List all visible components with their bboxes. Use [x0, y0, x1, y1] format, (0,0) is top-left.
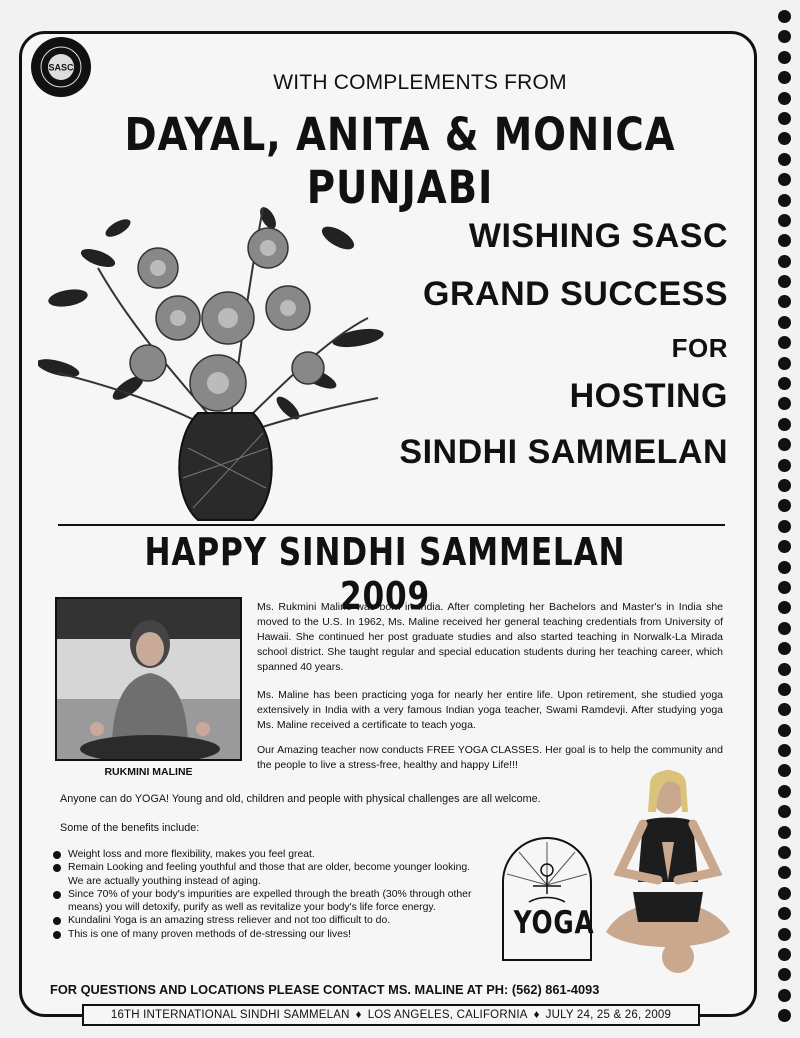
binding-hole-icon — [778, 499, 791, 512]
binding-hole-icon — [778, 438, 791, 451]
binding-hole-icon — [778, 928, 791, 941]
binding-hole-icon — [778, 316, 791, 329]
contact-phone: (562) 861-4093 — [511, 982, 600, 997]
diamond-separator-icon: ♦ — [533, 1009, 540, 1021]
binding-hole-icon — [778, 785, 791, 798]
wish-line-1: WISHING SASC — [468, 217, 728, 255]
binding-hole-icon — [778, 295, 791, 308]
binding-hole-icon — [778, 907, 791, 920]
contact-line — [50, 982, 710, 997]
diamond-separator-icon: ♦ — [355, 1009, 362, 1021]
binding-hole-icon — [778, 642, 791, 655]
bio-paragraph-1: Ms. Rukmini Maline was born in India. After completing her Bachelors and Master's in India she moved to the U.S. In 1962, Ms. Maline received her general teaching credentials from University of Hawaii. She continued her post graduate studies and also started teaching in Norwalk-La Mirada school district. She taught regular and special education students during her teaching career, which spanned 40 years. — [257, 601, 723, 673]
binding-hole-icon — [778, 540, 791, 553]
footer-dates: JULY 24, 25 & 26, 2009 — [545, 1009, 672, 1021]
binding-hole-icon — [778, 92, 791, 105]
wish-line-5: SINDHI SAMMELAN — [399, 433, 728, 471]
seal-text: SASC — [48, 62, 74, 73]
binding-hole-icon — [778, 479, 791, 492]
flower-vase-illustration — [38, 188, 398, 528]
binding-holes — [778, 10, 794, 1030]
benefits-intro: Some of the benefits include: — [60, 822, 200, 834]
seal-emblem-icon — [31, 37, 91, 97]
footer-place: LOS ANGELES, CALIFORNIA — [367, 1009, 528, 1021]
binding-hole-icon — [778, 336, 791, 349]
binding-hole-icon — [778, 663, 791, 676]
binding-hole-icon — [778, 948, 791, 961]
yoga-pose-photo — [598, 762, 738, 977]
divider-rule — [58, 524, 725, 526]
binding-hole-icon — [778, 703, 791, 716]
portrait-photo — [55, 597, 242, 761]
binding-hole-icon — [778, 724, 791, 737]
binding-hole-icon — [778, 744, 791, 757]
binding-hole-icon — [778, 51, 791, 64]
binding-hole-icon — [778, 357, 791, 370]
binding-hole-icon — [778, 989, 791, 1002]
binding-hole-icon — [778, 214, 791, 227]
benefits-list — [52, 848, 482, 941]
binding-hole-icon — [778, 255, 791, 268]
binding-hole-icon — [778, 887, 791, 900]
footer-banner — [82, 1004, 700, 1026]
contact-text: FOR QUESTIONS AND LOCATIONS PLEASE CONTACT MS. MALINE AT PH: — [50, 982, 509, 997]
binding-hole-icon — [778, 397, 791, 410]
yoga-logo — [499, 830, 595, 962]
binding-hole-icon — [778, 153, 791, 166]
binding-hole-icon — [778, 377, 791, 390]
binding-hole-icon — [778, 581, 791, 594]
sasc-seal-logo — [31, 37, 91, 97]
binding-hole-icon — [778, 234, 791, 247]
binding-hole-icon — [778, 683, 791, 696]
sponsor-names: DAYAL, ANITA & MONICA PUNJABI — [124, 108, 676, 214]
binding-hole-icon — [778, 561, 791, 574]
portrait-caption: RUKMINI MALINE — [104, 766, 193, 778]
binding-hole-icon — [778, 1009, 791, 1022]
binding-hole-icon — [778, 194, 791, 207]
binding-hole-icon — [778, 173, 791, 186]
bio-paragraph-2: Ms. Maline has been practicing yoga for nearly her entire life. Upon retirement, she studied yoga extensively in India with a very famous Indian yoga teacher, Swami Ramdevji. After studying yoga Ms. Maline received a certificate to teach yoga. — [257, 689, 723, 731]
wish-line-4: HOSTING — [569, 377, 728, 415]
binding-hole-icon — [778, 601, 791, 614]
list-item: Remain Looking and feeling youthful and those that are older, become younger looking. We are actually youthing instead of aging. — [52, 861, 482, 888]
binding-hole-icon — [778, 520, 791, 533]
wish-line-2: GRAND SUCCESS — [423, 275, 728, 313]
binding-hole-icon — [778, 866, 791, 879]
footer-event: 16TH INTERNATIONAL SINDHI SAMMELAN — [110, 1009, 350, 1021]
binding-hole-icon — [778, 826, 791, 839]
list-item: This is one of many proven methods of de-stressing our lives! — [52, 928, 482, 941]
yoga-logo-text: YOGA — [513, 905, 595, 941]
binding-hole-icon — [778, 459, 791, 472]
list-item: Weight loss and more flexibility, makes you feel great. — [52, 848, 482, 861]
binding-hole-icon — [778, 968, 791, 981]
binding-hole-icon — [778, 112, 791, 125]
binding-hole-icon — [778, 71, 791, 84]
bio-paragraph-3: Our Amazing teacher now conducts FREE YOGA CLASSES. Her goal is to help the community and the people to live a stress-free, healthy and happy Life!!! — [257, 744, 723, 771]
binding-hole-icon — [778, 418, 791, 431]
binding-hole-icon — [778, 805, 791, 818]
binding-hole-icon — [778, 30, 791, 43]
list-item: Since 70% of your body's impurities are expelled through the breath (30% through other means) you will detoxify, purify as well as revitalize your body's life force energy. — [52, 888, 482, 915]
binding-hole-icon — [778, 622, 791, 635]
wish-line-3: FOR — [671, 333, 728, 363]
list-item: Kundalini Yoga is an amazing stress reliever and not too difficult to do. — [52, 914, 482, 927]
welcome-line: Anyone can do YOGA! Young and old, children and people with physical challenges are all welcome. — [60, 793, 541, 805]
headline: HAPPY SINDHI SAMMELAN 2009 — [144, 530, 626, 618]
complements-line: WITH COMPLEMENTS FROM — [273, 71, 567, 94]
binding-hole-icon — [778, 275, 791, 288]
binding-hole-icon — [778, 10, 791, 23]
person-portrait-image — [57, 599, 240, 759]
binding-hole-icon — [778, 764, 791, 777]
binding-hole-icon — [778, 132, 791, 145]
binding-hole-icon — [778, 846, 791, 859]
